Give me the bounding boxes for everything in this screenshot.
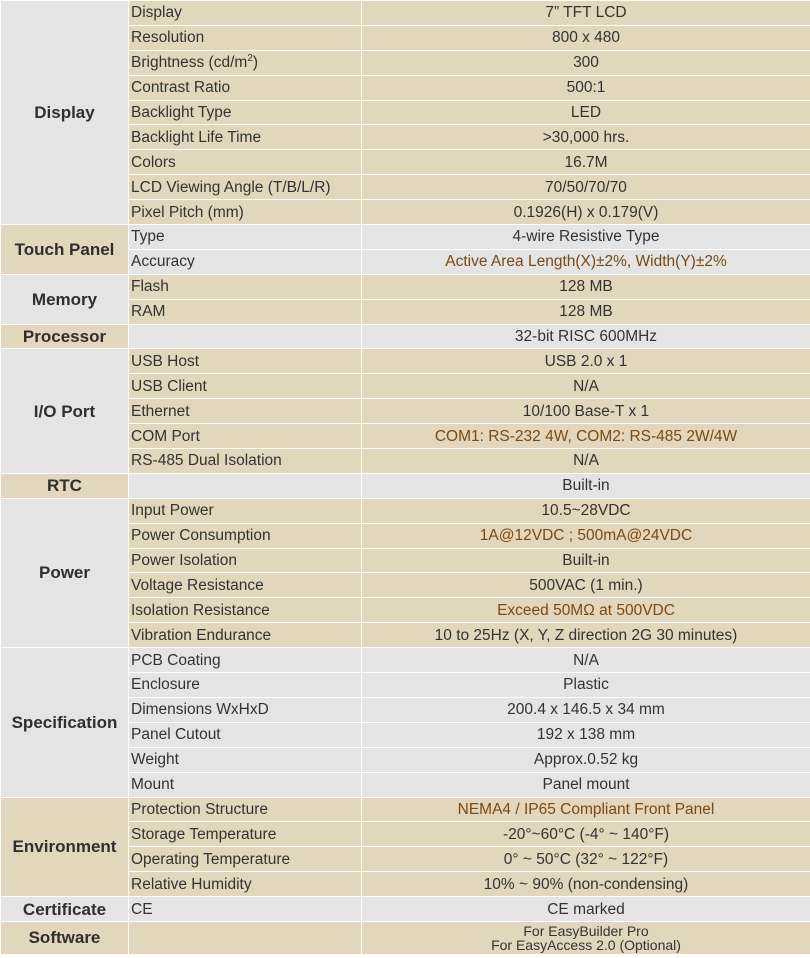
- property-label: Enclosure: [129, 673, 362, 698]
- property-label: USB Client: [129, 374, 362, 399]
- property-label: Storage Temperature: [129, 822, 362, 847]
- property-value: 128 MB: [362, 274, 810, 299]
- property-value: 200.4 x 146.5 x 34 mm: [362, 697, 810, 722]
- property-label: RAM: [129, 299, 362, 324]
- property-label: Dimensions WxHxD: [129, 697, 362, 722]
- property-value: 500VAC (1 min.): [362, 573, 810, 598]
- empty-cell: [129, 473, 362, 498]
- property-label-text: Brightness (cd/m: [131, 54, 248, 72]
- table-row: [1, 225, 810, 250]
- property-label: Panel Cutout: [129, 722, 362, 747]
- table-row: [1, 473, 810, 498]
- property-value: Approx.0.52 kg: [362, 747, 810, 772]
- property-value: N/A: [362, 374, 810, 399]
- superscript: 2: [247, 53, 253, 65]
- category-io-port: I/O Port: [1, 349, 129, 473]
- category-rtc: RTC: [1, 473, 129, 498]
- property-value: 10/100 Base-T x 1: [362, 399, 810, 424]
- property-label: Backlight Type: [129, 100, 362, 125]
- property-value: 128 MB: [362, 299, 810, 324]
- property-label: Ethernet: [129, 399, 362, 424]
- property-value: 0.1926(H) x 0.179(V): [362, 200, 810, 225]
- property-label: LCD Viewing Angle (T/B/L/R): [129, 175, 362, 200]
- property-label: COM Port: [129, 424, 362, 449]
- table-row: [1, 274, 810, 299]
- property-label: Weight: [129, 747, 362, 772]
- property-label: Relative Humidity: [129, 872, 362, 897]
- property-value: 192 x 138 mm: [362, 722, 810, 747]
- table-row: [1, 921, 810, 954]
- category-processor: Processor: [1, 324, 129, 349]
- property-label-tail: ): [252, 54, 259, 72]
- property-label: Display: [129, 1, 362, 26]
- property-label: Backlight Life Time: [129, 125, 362, 150]
- category-memory: Memory: [1, 274, 129, 324]
- table-row: [1, 324, 810, 349]
- category-certificate: Certificate: [1, 897, 129, 922]
- property-value: Exceed 50MΩ at 500VDC: [362, 598, 810, 623]
- property-label: Contrast Ratio: [129, 75, 362, 100]
- table-row: [1, 349, 810, 374]
- category-specification: Specification: [1, 648, 129, 797]
- property-value-multiline: [362, 921, 810, 954]
- table-row: [1, 797, 810, 822]
- property-value: 4-wire Resistive Type: [362, 225, 810, 250]
- property-label: Operating Temperature: [129, 847, 362, 872]
- property-value: Built-in: [362, 548, 810, 573]
- property-label: Colors: [129, 150, 362, 175]
- property-label: Isolation Resistance: [129, 598, 362, 623]
- property-value: 500:1: [362, 75, 810, 100]
- table-row: [1, 897, 810, 922]
- property-label: Power Isolation: [129, 548, 362, 573]
- property-value: -20°~60°C (-4° ~ 140°F): [362, 822, 810, 847]
- property-label: [129, 50, 362, 75]
- category-touch-panel: Touch Panel: [1, 225, 129, 275]
- property-value: 1A@12VDC ; 500mA@24VDC: [362, 523, 810, 548]
- property-value: N/A: [362, 648, 810, 673]
- category-software: Software: [1, 921, 129, 954]
- property-label: USB Host: [129, 349, 362, 374]
- category-environment: Environment: [1, 797, 129, 897]
- table-row: [1, 1, 810, 26]
- property-value: 10.5~28VDC: [362, 498, 810, 523]
- table-row: [1, 498, 810, 523]
- property-value: 16.7M: [362, 150, 810, 175]
- property-label: Type: [129, 225, 362, 250]
- property-label: RS-485 Dual Isolation: [129, 449, 362, 474]
- property-label: Voltage Resistance: [129, 573, 362, 598]
- category-power: Power: [1, 498, 129, 647]
- property-value: CE marked: [362, 897, 810, 922]
- property-label: Flash: [129, 274, 362, 299]
- property-value: 7” TFT LCD: [362, 1, 810, 26]
- software-line-2: For EasyAccess 2.0 (Optional): [491, 936, 681, 953]
- property-value: Active Area Length(X)±2%, Width(Y)±2%: [362, 249, 810, 274]
- property-value: 0° ~ 50°C (32° ~ 122°F): [362, 847, 810, 872]
- empty-cell: [129, 921, 362, 954]
- property-label: Input Power: [129, 498, 362, 523]
- software-line-1: For EasyBuilder Pro: [523, 922, 649, 939]
- property-value: >30,000 hrs.: [362, 125, 810, 150]
- property-label: Resolution: [129, 25, 362, 50]
- property-value: 32-bit RISC 600MHz: [362, 324, 810, 349]
- property-value: 10% ~ 90% (non-condensing): [362, 872, 810, 897]
- property-value: COM1: RS-232 4W, COM2: RS-485 2W/4W: [362, 424, 810, 449]
- property-value: Panel mount: [362, 772, 810, 797]
- property-value: USB 2.0 x 1: [362, 349, 810, 374]
- property-value: 70/50/70/70: [362, 175, 810, 200]
- empty-cell: [129, 324, 362, 349]
- property-value: N/A: [362, 449, 810, 474]
- property-value: NEMA4 / IP65 Compliant Front Panel: [362, 797, 810, 822]
- property-value: LED: [362, 100, 810, 125]
- category-display: Display: [1, 1, 129, 225]
- table-row: [1, 648, 810, 673]
- property-label: Vibration Endurance: [129, 623, 362, 648]
- property-label: CE: [129, 897, 362, 922]
- property-label: PCB Coating: [129, 648, 362, 673]
- property-value: 800 x 480: [362, 25, 810, 50]
- property-label: Protection Structure: [129, 797, 362, 822]
- property-label: Mount: [129, 772, 362, 797]
- property-value: 10 to 25Hz (X, Y, Z direction 2G 30 minutes): [362, 623, 810, 648]
- property-value: 300: [362, 50, 810, 75]
- property-label: Power Consumption: [129, 523, 362, 548]
- property-label: Pixel Pitch (mm): [129, 200, 362, 225]
- property-value: Built-in: [362, 473, 810, 498]
- property-label: Accuracy: [129, 249, 362, 274]
- property-value: Plastic: [362, 673, 810, 698]
